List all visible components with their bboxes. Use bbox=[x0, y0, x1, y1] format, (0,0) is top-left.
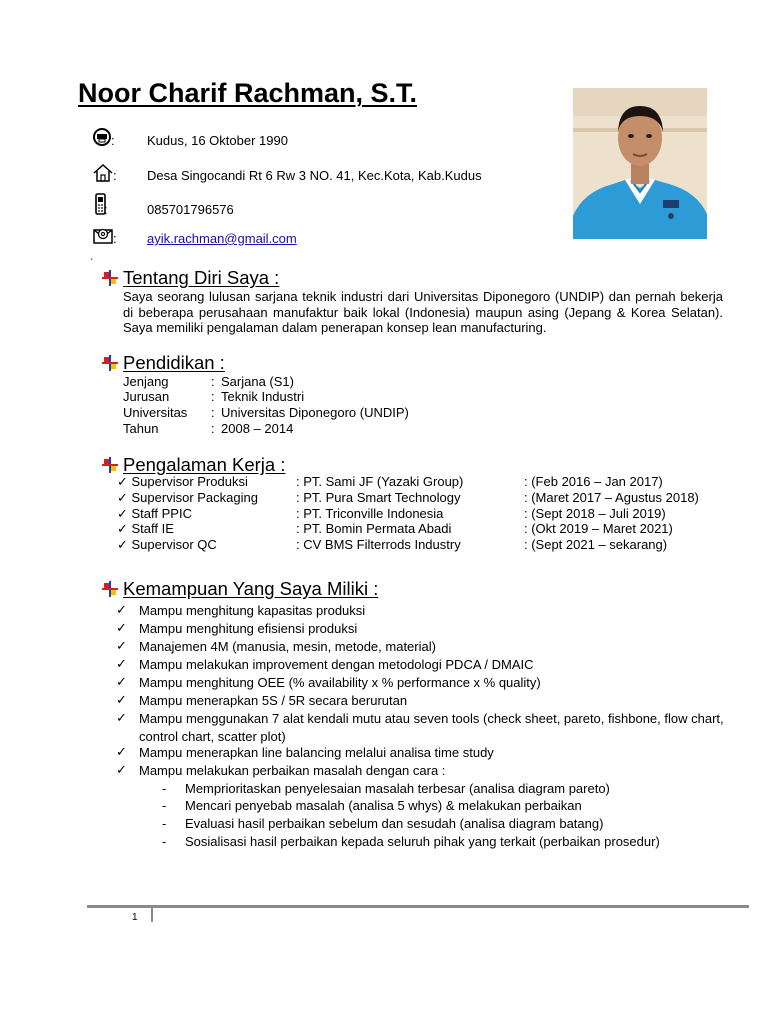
experience-period: : (Okt 2019 – Maret 2021) bbox=[524, 521, 673, 536]
page-number: 1 bbox=[132, 912, 138, 923]
experience-company: : PT. Sami JF (Yazaki Group) bbox=[296, 474, 464, 489]
experience-period: : (Feb 2016 – Jan 2017) bbox=[524, 474, 663, 489]
section-bullet-icon bbox=[102, 270, 118, 286]
skill-item: Mampu menghitung efisiensi produksi bbox=[139, 621, 358, 636]
check-icon: ✓ bbox=[116, 692, 127, 707]
education-value: Sarjana (S1) bbox=[221, 374, 294, 389]
skill-item: Mampu melakukan improvement dengan metodologi PDCA / DMAIC bbox=[139, 657, 534, 672]
education-separator: : bbox=[211, 405, 215, 420]
education-value: 2008 – 2014 bbox=[221, 421, 294, 436]
skill-item: Manajemen 4M (manusia, mesin, metode, material) bbox=[139, 639, 436, 654]
skill-item: Mampu menghitung OEE (% availability x % performance x % quality) bbox=[139, 675, 541, 690]
check-icon: ✓ bbox=[116, 656, 127, 671]
experience-period: : (Sept 2021 – sekarang) bbox=[524, 537, 668, 552]
section-bullet-icon bbox=[102, 457, 118, 473]
section-title-education: Pendidikan : bbox=[123, 352, 225, 373]
check-icon: ✓ bbox=[116, 602, 127, 617]
check-icon: ✓ bbox=[116, 744, 127, 759]
stray-mark: ` bbox=[90, 258, 94, 269]
education-separator: : bbox=[211, 389, 215, 404]
experience-position: ✓ Supervisor Produksi bbox=[117, 474, 248, 489]
experience-company: : PT. Bomin Permata Abadi bbox=[296, 521, 452, 536]
skill-sub-item: Memprioritaskan penyelesaian masalah terbesar (analisa diagram pareto) bbox=[185, 781, 610, 796]
check-icon: ✓ bbox=[116, 674, 127, 689]
contact-colon: : bbox=[113, 168, 117, 183]
section-title-experience: Pengalaman Kerja : bbox=[123, 454, 286, 475]
education-label: Jenjang bbox=[123, 374, 169, 389]
education-label: Universitas bbox=[123, 405, 188, 420]
education-value: Universitas Diponegoro (UNDIP) bbox=[221, 405, 409, 420]
sub-item-dash: - bbox=[162, 816, 167, 831]
experience-position: ✓ Staff IE bbox=[117, 521, 174, 536]
address: Desa Singocandi Rt 6 Rw 3 NO. 41, Kec.Kota, Kab.Kudus bbox=[147, 168, 482, 183]
sub-item-dash: - bbox=[162, 781, 167, 796]
skill-sub-item: Evaluasi hasil perbaikan sebelum dan sesudah (analisa diagram batang) bbox=[185, 816, 604, 831]
footer-tick bbox=[151, 908, 153, 922]
section-title-about: Tentang Diri Saya : bbox=[123, 267, 280, 288]
experience-position: ✓ Supervisor Packaging bbox=[117, 490, 258, 505]
phone-number: 085701796576 bbox=[147, 202, 234, 217]
experience-period: : (Maret 2017 – Agustus 2018) bbox=[524, 490, 699, 505]
education-label: Jurusan bbox=[123, 389, 170, 404]
skill-item: Mampu menerapkan 5S / 5R secara berurutan bbox=[139, 693, 408, 708]
skill-item: Mampu melakukan perbaikan masalah dengan cara : bbox=[139, 763, 446, 778]
about-text: Saya seorang lulusan sarjana teknik industri dari Universitas Diponegoro (UNDIP) dan pernah bekerja di beberapa perusahaan manufaktur baik lokal (Indonesia) maupun asing (Jepang & Korea Selatan). Saya memiliki pengalaman dalam penerapan konsep lean manufacturing. bbox=[123, 289, 723, 335]
check-icon: ✓ bbox=[116, 638, 127, 653]
contact-colon: : bbox=[113, 231, 117, 246]
skill-sub-item: Mencari penyebab masalah (analisa 5 whys) & melakukan perbaikan bbox=[185, 798, 582, 813]
candidate-name: Noor Charif Rachman, S.T. bbox=[78, 78, 418, 108]
section-bullet-icon bbox=[102, 581, 118, 597]
sub-item-dash: - bbox=[162, 834, 167, 849]
skill-item: Mampu menerapkan line balancing melalui analisa time study bbox=[139, 745, 494, 760]
email-link[interactable]: ayik.rachman@gmail.com bbox=[147, 231, 297, 246]
experience-position: ✓ Supervisor QC bbox=[117, 537, 217, 552]
skill-sub-item: Sosialisasi hasil perbaikan kepada seluruh pihak yang terkait (perbaikan prosedur) bbox=[185, 834, 660, 849]
education-label: Tahun bbox=[123, 421, 159, 436]
experience-period: : (Sept 2018 – Juli 2019) bbox=[524, 506, 666, 521]
section-title-skills: Kemampuan Yang Saya Miliki : bbox=[123, 578, 379, 599]
education-separator: : bbox=[211, 421, 215, 436]
profile-photo bbox=[573, 88, 707, 239]
section-bullet-icon bbox=[102, 355, 118, 371]
experience-position: ✓ Staff PPIC bbox=[117, 506, 192, 521]
skill-item: Mampu menggunakan 7 alat kendali mutu atau seven tools (check sheet, pareto, fishbone, flow chart, control chart, scatter plot) bbox=[139, 711, 724, 744]
skill-item: Mampu menghitung kapasitas produksi bbox=[139, 603, 366, 618]
footer-rule bbox=[87, 905, 749, 908]
experience-company: : CV BMS Filterrods Industry bbox=[296, 537, 461, 552]
experience-company: : PT. Pura Smart Technology bbox=[296, 490, 461, 505]
experience-company: : PT. Triconville Indonesia bbox=[296, 506, 444, 521]
check-icon: ✓ bbox=[116, 710, 127, 725]
contact-colon: : bbox=[104, 202, 108, 217]
check-icon: ✓ bbox=[116, 762, 127, 777]
education-value: Teknik Industri bbox=[221, 389, 305, 404]
sub-item-dash: - bbox=[162, 798, 167, 813]
birth-info: Kudus, 16 Oktober 1990 bbox=[147, 133, 288, 148]
education-separator: : bbox=[211, 374, 215, 389]
contact-colon: : bbox=[111, 133, 115, 148]
check-icon: ✓ bbox=[116, 620, 127, 635]
